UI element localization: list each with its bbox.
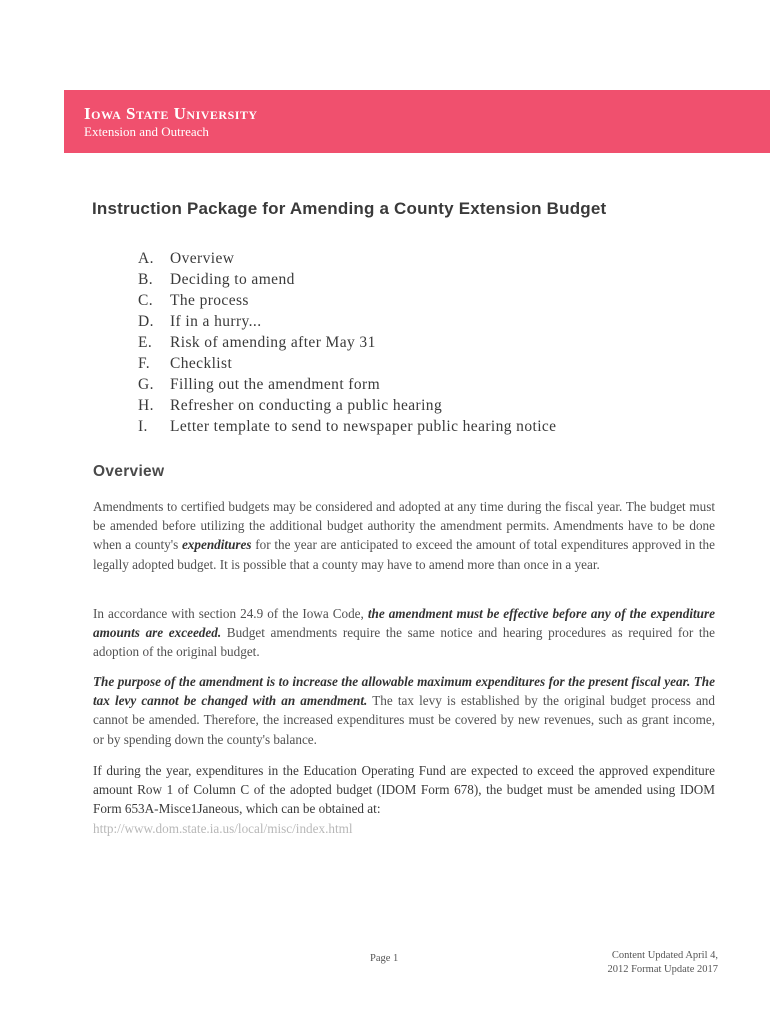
toc-item bbox=[138, 248, 556, 269]
toc-item bbox=[138, 416, 556, 437]
toc-letter: G. bbox=[138, 376, 154, 393]
header-banner bbox=[64, 90, 770, 153]
toc-label: Deciding to amend bbox=[170, 271, 295, 288]
paragraph-text: If during the year, expenditures in the Education Operating Fund are expected to exceed the approved expenditure amount Row 1 of Column C of the adopted budget (IDOM Form 678), the budget must be amended using IDOM Form 653A-Misce1Janeous, which can be obtained at: bbox=[93, 763, 715, 817]
update-note-line-1: Content Updated April 4, bbox=[611, 950, 718, 961]
document-title: Instruction Package for Amending a County Extension Budget bbox=[92, 199, 607, 218]
toc-item bbox=[138, 374, 556, 395]
emphasis-text: The purpose of the amendment is to increase the allowable maximum expenditures for the present fiscal year. The tax levy cannot be changed with an amendment. bbox=[93, 674, 715, 709]
overview-paragraph-3 bbox=[93, 672, 715, 749]
overview-paragraph-4 bbox=[93, 761, 715, 838]
toc-letter: E. bbox=[138, 334, 153, 351]
toc-label: Filling out the amendment form bbox=[170, 376, 381, 393]
update-note-line-2: 2012 Format Update 2017 bbox=[607, 964, 718, 975]
toc-label: Letter template to send to newspaper public hearing notice bbox=[170, 418, 557, 435]
toc-label: Checklist bbox=[170, 355, 233, 372]
update-note bbox=[607, 949, 718, 977]
toc-item bbox=[138, 332, 556, 353]
toc-label: Overview bbox=[170, 250, 235, 267]
toc-letter: F. bbox=[138, 355, 151, 372]
toc-letter: H. bbox=[138, 397, 154, 414]
overview-paragraph-2 bbox=[93, 604, 715, 662]
paragraph-text: for the year are anticipated to exceed the amount of total expenditures approved in the legally adopted budget. It is possible that a county may have to amend more than once in a year. bbox=[93, 537, 715, 572]
toc-label: Risk of amending after May 31 bbox=[170, 334, 376, 351]
paragraph-text: Budget amendments require the same notice and hearing procedures as required for the adoption of the original budget. bbox=[93, 625, 715, 660]
toc-item bbox=[138, 395, 556, 416]
page-number: Page 1 bbox=[370, 953, 399, 964]
emphasis-text: expenditures bbox=[181, 537, 252, 553]
paragraph-text: In accordance with section 24.9 of the Iowa Code, bbox=[93, 606, 368, 621]
toc-label: Refresher on conducting a public hearing bbox=[170, 397, 443, 414]
paragraph-text: The tax levy is established by the original budget process and cannot be amended. Therefore, the increased expenditures must be covered by new revenues, such as grant income, or by spending down the county's balance. bbox=[93, 693, 715, 747]
toc-item bbox=[138, 311, 556, 332]
emphasis-text: the amendment must be effective before any of the expenditure amounts are exceeded. bbox=[93, 606, 716, 641]
toc-item bbox=[138, 290, 556, 311]
paragraph-text: Amendments to certified budgets may be considered and adopted at any time during the fiscal year. The budget must be amended before utilizing the additional budget authority the amendment permits. Amendments have to be done when a county's bbox=[93, 499, 715, 553]
toc-letter: B. bbox=[138, 271, 154, 288]
toc-label: If in a hurry... bbox=[170, 313, 262, 330]
overview-heading: Overview bbox=[93, 463, 165, 480]
university-logo-title: Iowa State University bbox=[84, 104, 258, 123]
toc-item bbox=[138, 353, 556, 374]
toc-label: The process bbox=[170, 292, 249, 309]
toc-letter: D. bbox=[138, 313, 154, 330]
toc-letter: C. bbox=[138, 292, 154, 309]
toc-item bbox=[138, 269, 556, 290]
idom-form-link[interactable]: http://www.dom.state.ia.us/local/misc/index.html bbox=[93, 820, 353, 836]
university-logo-subtitle: Extension and Outreach bbox=[84, 124, 209, 139]
toc-letter: I. bbox=[138, 418, 148, 435]
table-of-contents bbox=[138, 248, 556, 437]
toc-letter: A. bbox=[138, 250, 154, 267]
overview-paragraph-1 bbox=[93, 497, 715, 574]
